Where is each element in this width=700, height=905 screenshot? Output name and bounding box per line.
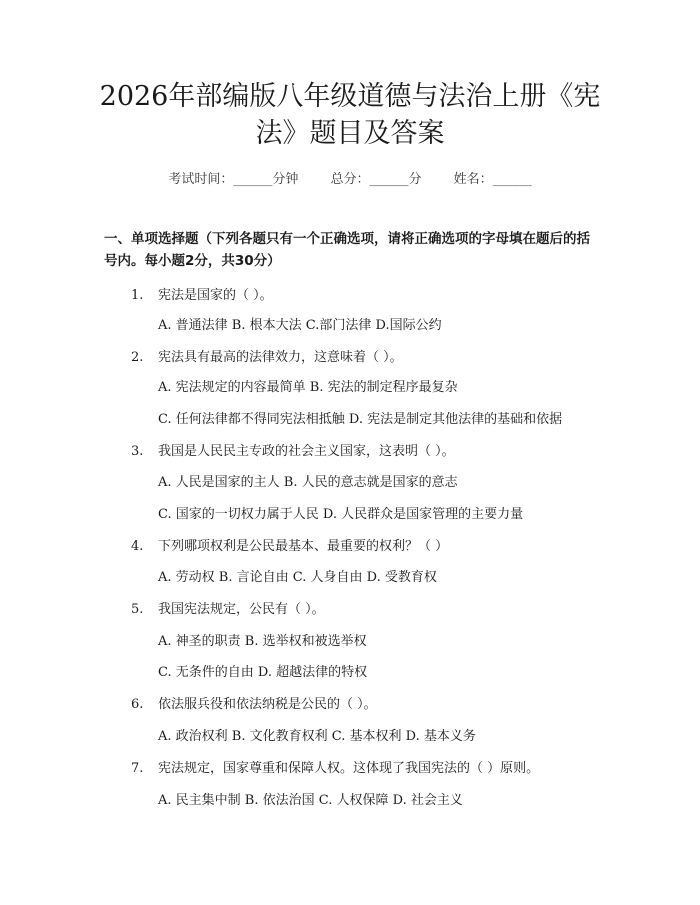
question-text: 宪法具有最高的法律效力，这意味着（ ）。 [158,350,403,365]
question-options: A. 普通法律 B. 根本大法 C.部门法律 D.国际公约 [158,318,442,333]
question-text: 依法服兵役和依法纳税是公民的（ ）。 [158,697,377,712]
question-options: A. 政治权利 B. 文化教育权利 C. 基本权利 D. 基本义务 [158,729,476,744]
question-number: 4. [131,539,144,554]
question-number: 7. [131,761,144,776]
question-number: 3. [131,444,144,459]
question-number: 6. [131,697,144,712]
document-title: 2026年部编版八年级道德与法治上册《宪法》题目及答案 [99,81,601,149]
exam-meta [0,168,700,187]
question-text: 宪法是国家的（ ）。 [158,288,273,303]
question-options: C. 国家的一切权力属于人民 D. 人民群众是国家管理的主要力量 [158,507,524,522]
exam-score: 总分：______分 [330,172,422,187]
student-name: 姓名：______ [453,172,532,187]
question-text: 我国宪法规定，公民有（ ）。 [158,602,325,617]
question-number: 2. [131,350,144,365]
question [131,440,455,459]
question-number: 5. [131,602,144,617]
question-text: 宪法规定，国家尊重和保障人权。这体现了我国宪法的（ ）原则。 [158,761,540,776]
question-text: 下列哪项权利是公民最基本、最重要的权利？（ ） [158,539,449,554]
question [131,535,448,554]
question-options: A. 民主集中制 B. 依法治国 C. 人权保障 D. 社会主义 [158,793,463,808]
question [131,693,377,712]
question-options: A. 宪法规定的内容最简单 B. 宪法的制定程序最复杂 [158,380,458,395]
question-options: A. 神圣的职责 B. 选举权和被选举权 [158,634,367,649]
question [131,284,273,303]
exam-time: 考试时间：______分钟 [168,172,299,187]
question-options: C. 任何法律都不得同宪法相抵触 D. 宪法是制定其他法律的基础和依据 [158,412,563,427]
question [131,757,539,776]
question-options: A. 劳动权 B. 言论自由 C. 人身自由 D. 受教育权 [158,570,437,585]
question [131,598,325,617]
section-title: 一、单项选择题（下列各题只有一个正确选项，请将正确选项的字母填在题后的括号内。每小题2分，共30分） [104,231,590,269]
question-options: C. 无条件的自由 D. 超越法律的特权 [158,665,368,680]
question [131,346,403,365]
question-number: 1. [131,288,144,303]
question-options: A. 人民是国家的主人 B. 人民的意志就是国家的意志 [158,475,458,490]
question-text: 我国是人民民主专政的社会主义国家，这表明（ ）。 [158,444,455,459]
